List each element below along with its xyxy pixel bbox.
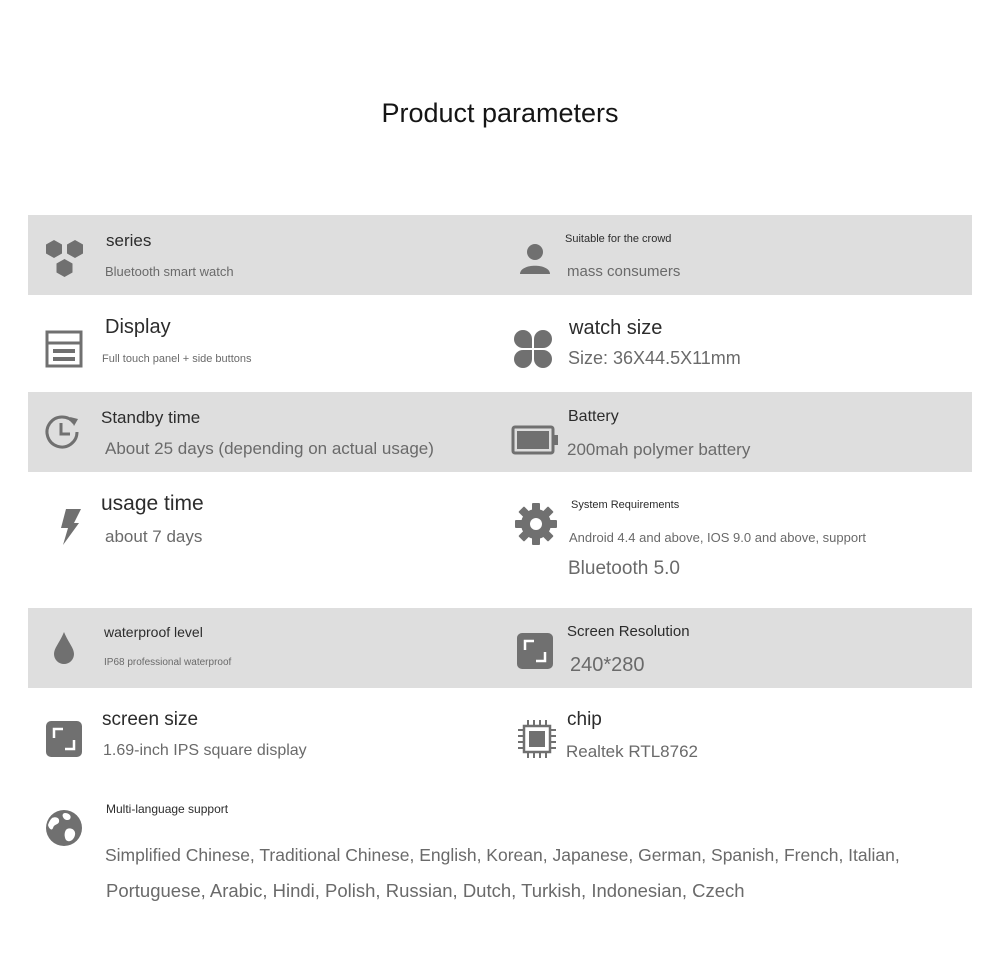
display-label: Display — [105, 316, 171, 338]
crowd-label: Suitable for the crowd — [565, 233, 672, 245]
display-value: Full touch panel + side buttons — [102, 353, 252, 365]
series-label: series — [106, 231, 152, 250]
screen-size-label: screen size — [102, 709, 199, 730]
globe-icon — [45, 809, 83, 847]
crowd-value: mass consumers — [567, 263, 681, 280]
resolution-label: Screen Resolution — [567, 623, 690, 640]
chip-icon — [517, 719, 557, 759]
clock-arrow-icon — [43, 413, 81, 451]
waterproof-value: IP68 professional waterproof — [104, 657, 232, 668]
four-petal-icon — [513, 329, 553, 369]
language-value-line1: Simplified Chinese, Traditional Chinese, English, Korean, Japanese, German, Spanish, French, Italian, — [105, 845, 900, 865]
system-value-line1: Android 4.4 and above, IOS 9.0 and above, support — [569, 530, 867, 545]
standby-label: Standby time — [101, 408, 201, 427]
gear-icon — [514, 502, 558, 546]
watch-size-value: Size: 36X44.5X11mm — [568, 348, 741, 368]
lightning-icon — [59, 509, 83, 545]
chip-value: Realtek RTL8762 — [566, 742, 698, 761]
param-row-band — [28, 392, 972, 472]
resolution-value: 240*280 — [570, 654, 645, 676]
usage-label: usage time — [101, 492, 204, 515]
waterproof-label: waterproof level — [104, 624, 203, 640]
battery-label: Battery — [568, 408, 619, 425]
display-panel-icon — [45, 330, 83, 368]
expand-corners-icon — [46, 721, 82, 757]
system-label: System Requirements — [571, 499, 680, 511]
chip-label: chip — [567, 709, 602, 730]
water-drop-icon — [52, 631, 76, 665]
standby-value: About 25 days (depending on actual usage) — [105, 439, 434, 458]
battery-icon — [511, 425, 559, 455]
person-icon — [518, 242, 552, 276]
language-label: Multi-language support — [106, 802, 229, 816]
series-value: Bluetooth smart watch — [105, 264, 234, 279]
usage-value: about 7 days — [105, 527, 203, 546]
watch-size-label: watch size — [569, 317, 663, 339]
language-value-line2: Portuguese, Arabic, Hindi, Polish, Russian, Dutch, Turkish, Indonesian, Czech — [106, 880, 745, 901]
expand-corners-icon — [517, 633, 553, 669]
page-title: Product parameters — [381, 98, 619, 128]
param-row-band — [28, 215, 972, 295]
system-value-line2: Bluetooth 5.0 — [568, 558, 680, 579]
battery-value: 200mah polymer battery — [567, 440, 751, 459]
param-row-band — [28, 608, 972, 688]
hexagon-cluster-icon — [43, 238, 87, 282]
screen-size-value: 1.69-inch IPS square display — [103, 742, 307, 759]
